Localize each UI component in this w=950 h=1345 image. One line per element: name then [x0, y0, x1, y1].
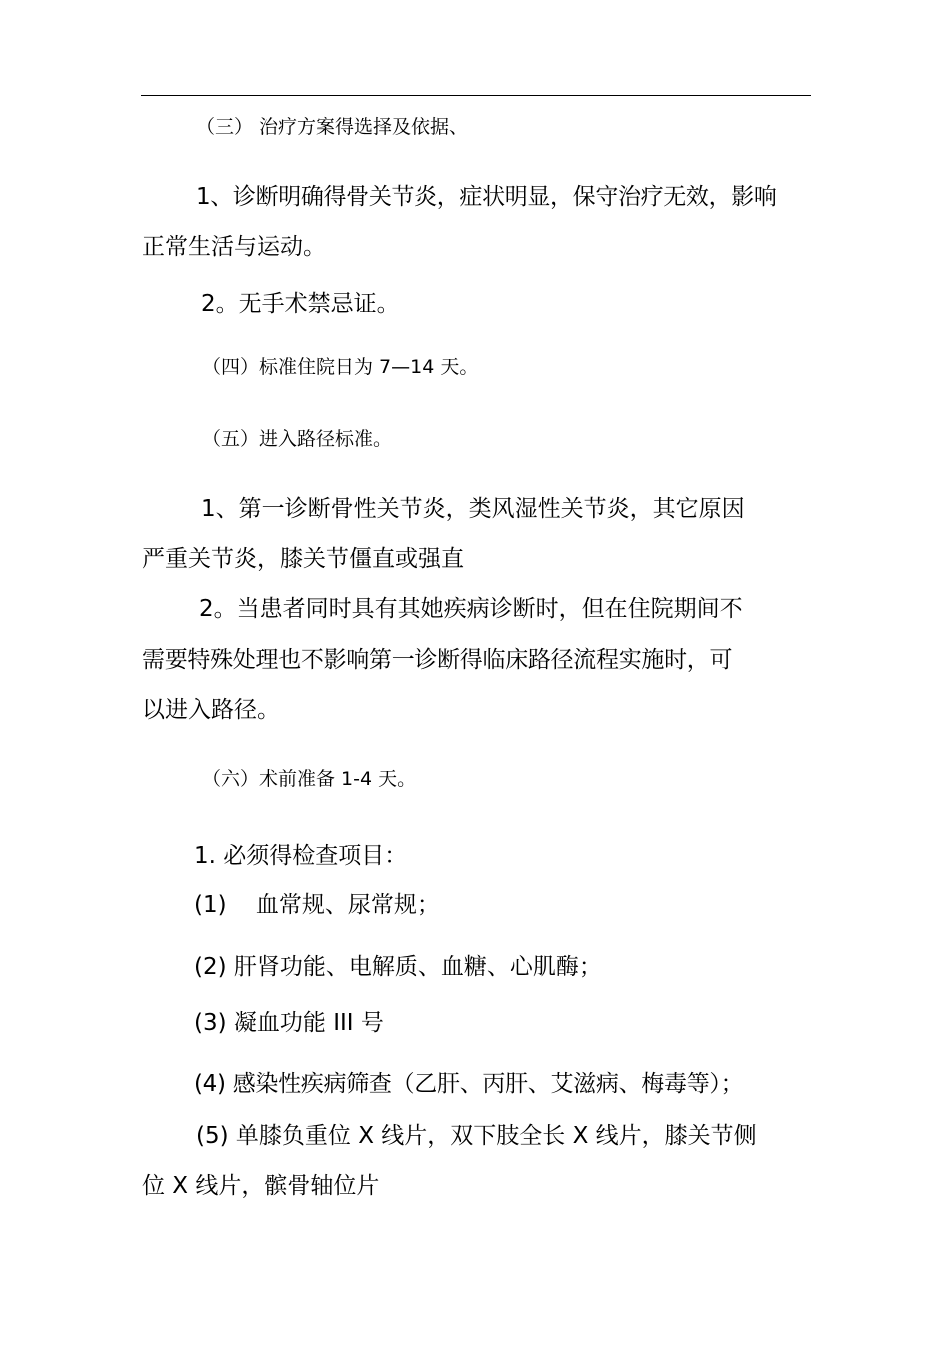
- section-heading-treatment-plan: （三） 治疗方案得选择及依据、: [196, 116, 469, 138]
- paragraph-line: 以进入路径。: [142, 697, 280, 723]
- list-item: (4) 感染性疾病筛查（乙肝、丙肝、艾滋病、梅毒等）；: [194, 1071, 744, 1097]
- section-heading-preop-prep: （六）术前准备 1-4 天。: [202, 768, 417, 790]
- section-heading-hospital-stay: （四）标准住院日为 7—14 天。: [202, 356, 479, 378]
- paragraph-line: 1、诊断明确得骨关节炎，症状明显，保守治疗无效，影响: [196, 184, 777, 210]
- list-item: (1) 血常规、尿常规；: [194, 892, 440, 918]
- header-rule: [141, 95, 811, 96]
- list-item-continuation: 位 X 线片，髌骨轴位片: [142, 1173, 380, 1199]
- list-item: (5) 单膝负重位 X 线片，双下肢全长 X 线片，膝关节侧: [196, 1123, 757, 1149]
- paragraph-line: 正常生活与运动。: [142, 234, 326, 260]
- paragraph-line: 2。无手术禁忌证。: [201, 291, 400, 317]
- paragraph-line: 需要特殊处理也不影响第一诊断得临床路径流程实施时，可: [142, 647, 733, 673]
- paragraph-line: 严重关节炎，膝关节僵直或强直: [142, 546, 464, 572]
- section-heading-pathway-criteria: （五）进入路径标准。: [202, 428, 393, 450]
- paragraph-line: 1、第一诊断骨性关节炎，类风湿性关节炎，其它原因: [201, 496, 745, 522]
- paragraph-line: 2。当患者同时具有其她疾病诊断时，但在住院期间不: [199, 596, 743, 622]
- list-item: (2) 肝肾功能、电解质、血糖、心肌酶；: [194, 954, 602, 980]
- list-heading: 1. 必须得检查项目：: [194, 843, 408, 869]
- list-item: (3) 凝血功能 III 号: [194, 1010, 384, 1036]
